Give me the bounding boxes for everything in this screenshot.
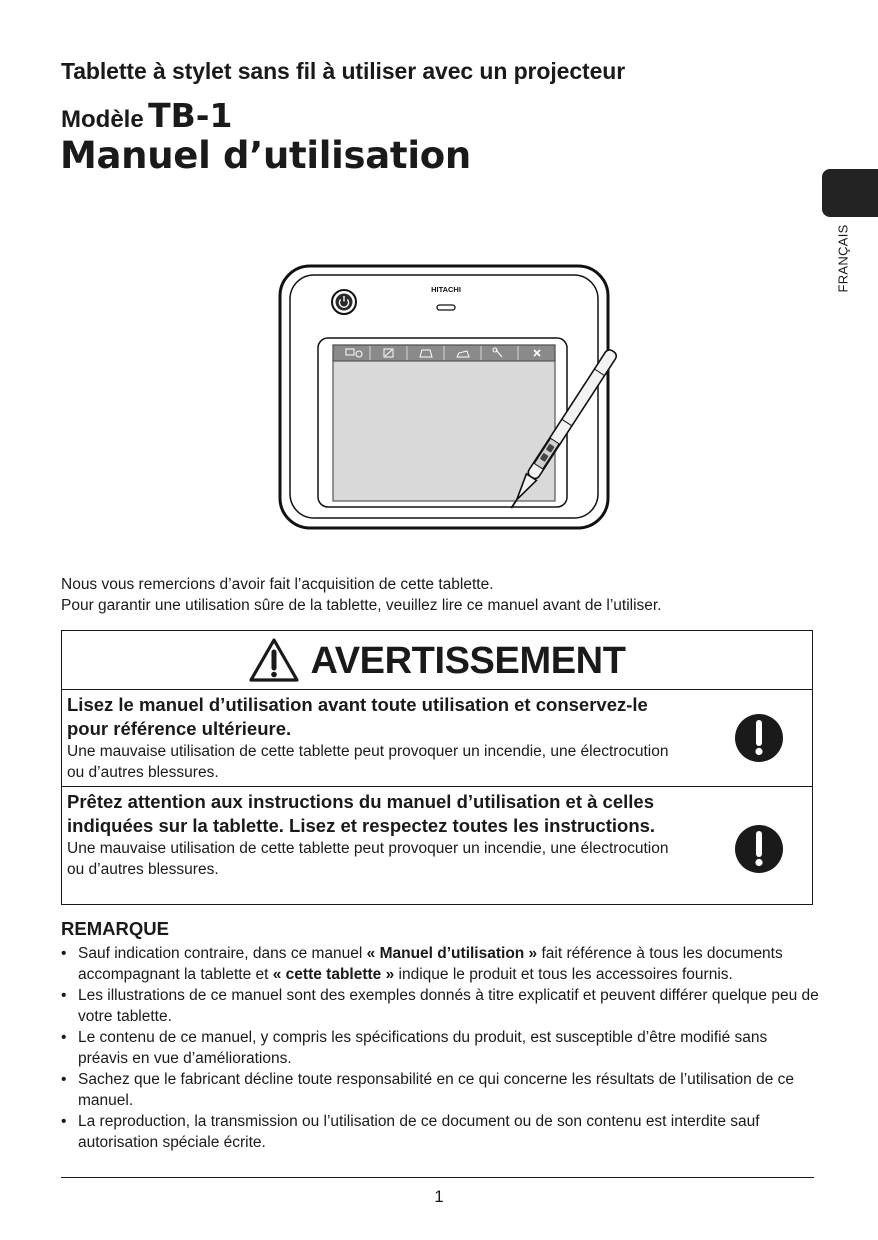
model-label: Modèle [61,106,144,133]
brand-logo: HITACHI [431,285,461,294]
note-item: • Le contenu de ce manuel, y compris les spécifications du produit, est susceptible d’être modifié sans préavis en vue d’améliorations. [61,1027,821,1069]
indicator-light [437,305,455,310]
note-text: Sauf indication contraire, dans ce manuel [78,945,367,962]
warning-item-heading: Prêtez attention aux instructions du manuel d’utilisation et à celles indiquées sur la tablette. Lisez et respectez toutes les instructions. [67,791,656,836]
warning-item [62,690,812,787]
note-emphasis: « cette tablette » [272,966,395,983]
note-item: • Sachez que le fabricant décline toute responsabilité en ce qui concerne les résultats de l’utilisation de ce manuel. [61,1069,821,1111]
intro-line-1: Nous vous remercions d’avoir fait l’acquisition de cette tablette. [61,576,494,593]
notes-list [61,943,821,1153]
intro-line-2: Pour garantir une utilisation sûre de la tablette, veuillez lire ce manuel avant de l’utiliser. [61,597,662,614]
warning-box [61,630,813,905]
note-item [61,943,821,985]
power-button-icon [332,290,356,314]
tablet-illustration [270,260,650,532]
warning-header [62,631,812,690]
intro-text [61,574,662,616]
model-line [61,96,232,135]
exclamation-icon [734,713,784,763]
note-text: fait référence à tous les documents accompagnant la tablette et [78,945,783,983]
note-text: indique le produit et tous les accessoires fournis. [394,966,733,983]
language-label: FRANÇAIS [835,224,851,293]
note-emphasis: « Manuel d’utilisation » [366,945,538,962]
language-tab [822,169,878,217]
warning-item-text: Une mauvaise utilisation de cette tablette peut provoquer un incendie, une électrocution ou d’autres blessures. [67,840,669,878]
note-item: • La reproduction, la transmission ou l’utilisation de ce document ou de son contenu est interdite sauf autorisation spéciale écrite. [61,1111,821,1153]
note-item: • Les illustrations de ce manuel sont des exemples donnés à titre explicatif et peuvent différer quelque peu de votre tablette. [61,985,821,1027]
warning-triangle-icon [248,637,300,683]
page-number: 1 [434,1187,444,1206]
warning-item-heading: Lisez le manuel d’utilisation avant toute utilisation et conservez-le pour référence ultérieure. [67,694,648,739]
tablet-writing-area [333,345,555,501]
notes-heading: REMARQUE [61,918,169,939]
warning-title: AVERTISSEMENT [310,640,626,682]
page-title: Manuel d’utilisation [60,134,471,177]
warning-item [62,787,812,905]
exclamation-icon [734,824,784,874]
warning-item-text: Une mauvaise utilisation de cette tablette peut provoquer un incendie, une électrocution ou d’autres blessures. [67,743,669,781]
footer-divider [61,1177,814,1178]
model-code: TB-1 [148,96,233,135]
document-subtitle: Tablette à stylet sans fil à utiliser avec un projecteur [61,58,626,84]
